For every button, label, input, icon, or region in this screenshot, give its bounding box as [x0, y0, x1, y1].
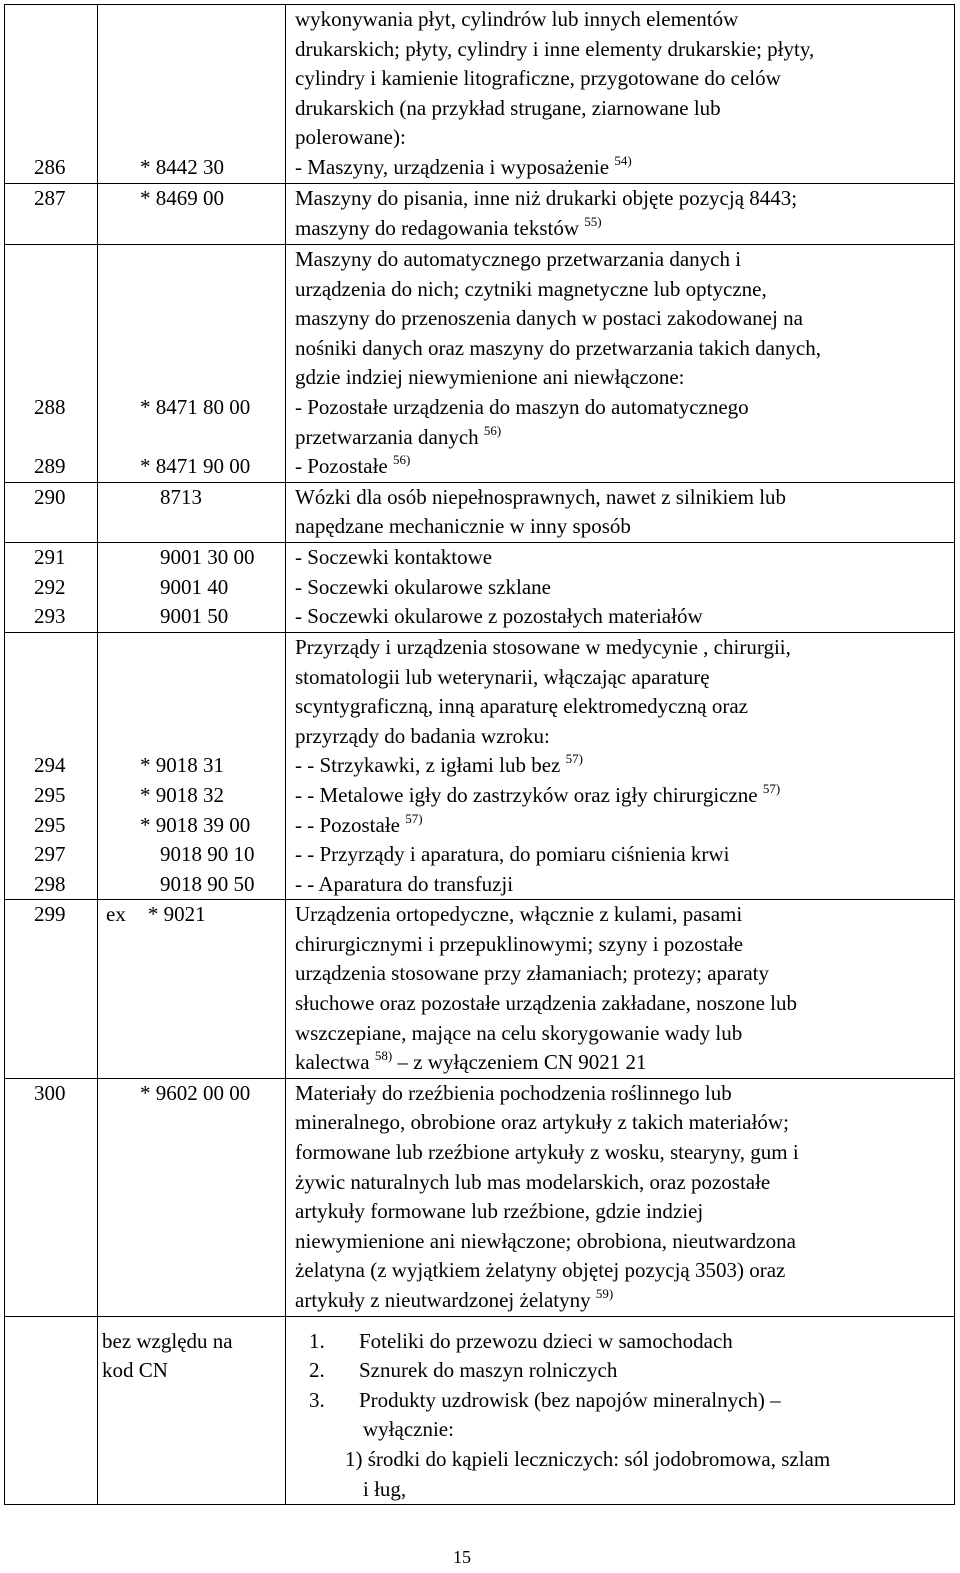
cn-cell [98, 1078, 286, 1316]
lp-number: 300 [34, 1080, 66, 1105]
description-line: mineralnego, obrobione oraz artykuły z takich materiałów; [295, 1110, 789, 1135]
description-line: Maszyny do automatycznego przetwarzania danych i [295, 247, 742, 271]
cn-cell [98, 5, 286, 184]
cn-cell [98, 482, 286, 542]
lp-cell [5, 632, 98, 899]
lp-cell [5, 245, 98, 483]
cn-code: 9001 30 00 [160, 544, 255, 569]
description-line: polerowane): [295, 125, 406, 150]
description-line: artykuły formowane lub rzeźbione, gdzie indziej [295, 1199, 704, 1224]
description-line: scyntygraficzną, inną aparaturę elektromedyczną oraz [295, 694, 748, 719]
description-line: gdzie indziej niewymienione ani niewłączone: [295, 365, 685, 390]
lp-number: 290 [34, 484, 66, 509]
lp-number: 297 [34, 842, 66, 867]
table-row [5, 632, 955, 899]
lp-cell [5, 1316, 98, 1505]
lp-number: 293 [34, 604, 66, 629]
lp-cell [5, 482, 98, 542]
description-line: - Maszyny, urządzenia i wyposażenie [295, 154, 610, 179]
description-line: - Pozostałe urządzenia do maszyn do automatycznego [295, 394, 749, 419]
sub-list-continuation: i ług, [363, 1476, 407, 1501]
description-line: drukarskich (na przykład strugane, ziarnowane lub [295, 95, 721, 120]
footnote-ref: 57) [762, 780, 781, 796]
cn-code: * 8469 00 [140, 186, 224, 210]
table-row [5, 245, 955, 483]
cn-cell [98, 184, 286, 245]
cn-code: * 9021 [147, 902, 206, 927]
list-number: 3. [309, 1387, 325, 1412]
table-row [5, 1078, 955, 1316]
table-row [5, 482, 955, 542]
description-line: - Soczewki kontaktowe [295, 544, 493, 569]
description-line: żywic naturalnych lub mas modelarskich, oraz pozostałe [295, 1169, 771, 1194]
page-number: 15 [453, 1547, 471, 1567]
footnote-ref: 58) [374, 1048, 393, 1064]
description-line: chirurgicznymi i przepuklinowymi; szyny i pozostałe [295, 931, 744, 956]
cn-code: * 9018 39 00 [140, 812, 251, 837]
list-continuation: wyłącznie: [363, 1417, 454, 1442]
cn-code: 9001 50 [160, 604, 229, 629]
cn-code: * 9602 00 00 [140, 1080, 251, 1105]
cn-cell [98, 900, 286, 1079]
cn-code: kod CN [102, 1358, 168, 1383]
description-line: maszyny do przenoszenia danych w postaci zakodowanej na [295, 306, 803, 331]
table-row [5, 184, 955, 245]
description-line: - - Metalowe igły do zastrzyków oraz igły chirurgiczne [295, 782, 758, 807]
table-row [5, 1316, 955, 1505]
description-line: formowane lub rzeźbione artykuły z wosku, stearyny, gum i [295, 1140, 799, 1165]
lp-number: 295 [34, 782, 66, 807]
cn-code: bez względu na [102, 1328, 233, 1353]
cn-code: 9018 90 10 [160, 842, 255, 867]
cn-code: * 8442 30 [140, 154, 224, 179]
lp-number: 287 [34, 186, 66, 210]
footnote-ref: 59) [595, 1286, 614, 1301]
list-text: Sznurek do maszyn rolniczych [359, 1358, 618, 1383]
description-line: wykonywania płyt, cylindrów lub innych elementów [295, 7, 739, 31]
description-line: - Soczewki okularowe z pozostałych materiałów [295, 604, 703, 629]
cn-code: * 8471 80 00 [140, 394, 251, 419]
description-cell [286, 1316, 955, 1505]
list-number: 1. [309, 1328, 325, 1353]
description-line: Przyrządy i urządzenia stosowane w medycynie , chirurgii, [295, 634, 791, 659]
description-cell [286, 632, 955, 899]
description-line: Materiały do rzeźbienia pochodzenia roślinnego lub [295, 1080, 732, 1105]
tariff-table [4, 4, 955, 1505]
cn-code: 9018 90 50 [160, 871, 255, 896]
list-text: Foteliki do przewozu dzieci w samochodach [359, 1328, 733, 1353]
sub-list-item: 1) środki do kąpieli leczniczych: sól jodobromowa, szlam [345, 1446, 831, 1471]
cn-code: * 9018 32 [140, 782, 224, 807]
description-line: przyrządy do badania wzroku: [295, 723, 550, 748]
description-cell [286, 482, 955, 542]
description-line: napędzane mechanicznie w inny sposób [295, 514, 631, 539]
description-line: Wózki dla osób niepełnosprawnych, nawet z silnikiem lub [295, 484, 787, 509]
list-text: Produkty uzdrowisk (bez napojów mineralnych) – [359, 1387, 781, 1412]
description-line: stomatologii lub weterynarii, włączając aparaturę [295, 664, 710, 689]
cn-code: 8713 [160, 484, 202, 509]
description-line: - Soczewki okularowe szklane [295, 574, 551, 599]
footnote-ref: 57) [405, 810, 423, 826]
description-line: - - Przyrządy i aparatura, do pomiaru ciśnienia krwi [295, 842, 730, 867]
description-line: niewymienione ani niewłączone; obrobiona, nieutwardzona [295, 1228, 796, 1253]
lp-number: 291 [34, 544, 66, 569]
list-number: 2. [309, 1358, 325, 1383]
lp-number: 289 [34, 454, 66, 479]
footnote-ref: 56) [392, 452, 411, 468]
description-line: - - Aparatura do transfuzji [295, 871, 514, 896]
list-item [295, 1356, 950, 1386]
lp-number: 286 [34, 154, 66, 179]
description-line: urządzenia stosowane przy złamaniach; protezy; aparaty [295, 961, 770, 986]
lp-cell [5, 1078, 98, 1316]
description-line: nośniki danych oraz maszyny do przetwarzania takich danych, [295, 335, 821, 360]
cn-prefix: ex [106, 902, 126, 927]
lp-number: 288 [34, 394, 66, 419]
lp-number: 298 [34, 871, 66, 896]
lp-number: 295 [34, 812, 66, 837]
table-row [5, 900, 955, 1079]
lp-cell [5, 542, 98, 632]
description-line: artykuły z nieutwardzonej żelatyny [295, 1288, 591, 1312]
exclusion-note: – z wyłączeniem CN 9021 21 [397, 1050, 647, 1075]
description-line: - - Pozostałe [295, 812, 400, 837]
description-line: Urządzenia ortopedyczne, włącznie z kulami, pasami [295, 902, 743, 927]
cn-code: * 8471 90 00 [140, 454, 251, 479]
footnote-ref: 55) [584, 213, 602, 229]
description-line: kalectwa [295, 1050, 370, 1075]
description-line: przetwarzania danych [295, 424, 479, 449]
lp-number: 294 [34, 753, 66, 778]
description-line: słuchowe oraz pozostałe urządzenia zakładane, noszone lub [295, 991, 798, 1016]
description-line: maszyny do redagowania tekstów [295, 215, 580, 240]
description-line: urządzenia do nich; czytniki magnetyczne lub optyczne, [295, 276, 767, 301]
list-item [295, 1327, 950, 1357]
description-line: żelatyna (z wyjątkiem żelatyny objętej pozycją 3503) oraz [295, 1258, 786, 1283]
cn-cell [98, 632, 286, 899]
description-line: drukarskich; płyty, cylindry i inne elementy drukarskie; płyty, [295, 36, 815, 61]
lp-cell [5, 184, 98, 245]
description-cell [286, 900, 955, 1079]
footnote-ref: 54) [614, 152, 632, 168]
footnote-ref: 56) [483, 422, 502, 438]
cn-cell [98, 245, 286, 483]
description-line: - Pozostałe [295, 454, 388, 479]
lp-number: 299 [34, 902, 66, 927]
cn-cell [98, 1316, 286, 1505]
description-line: wszczepiane, mające na celu skorygowanie wady lub [295, 1020, 743, 1045]
cn-code: * 9018 31 [140, 753, 224, 778]
description-cell [286, 184, 955, 245]
description-line: Maszyny do pisania, inne niż drukarki objęte pozycją 8443; [295, 186, 798, 210]
description-cell [286, 1078, 955, 1316]
description-cell [286, 5, 955, 184]
lp-number: 292 [34, 574, 66, 599]
footnote-ref: 57) [565, 751, 583, 767]
description-line: cylindry i kamienie litograficzne, przygotowane do celów [295, 66, 781, 91]
description-cell [286, 542, 955, 632]
table-row [5, 542, 955, 632]
table-row [5, 5, 955, 184]
cn-cell [98, 542, 286, 632]
lp-cell [5, 900, 98, 1079]
description-line: - - Strzykawki, z igłami lub bez [295, 753, 561, 778]
cn-code: 9001 40 [160, 574, 229, 599]
list-item [295, 1386, 950, 1416]
description-cell [286, 245, 955, 483]
lp-cell [5, 5, 98, 184]
